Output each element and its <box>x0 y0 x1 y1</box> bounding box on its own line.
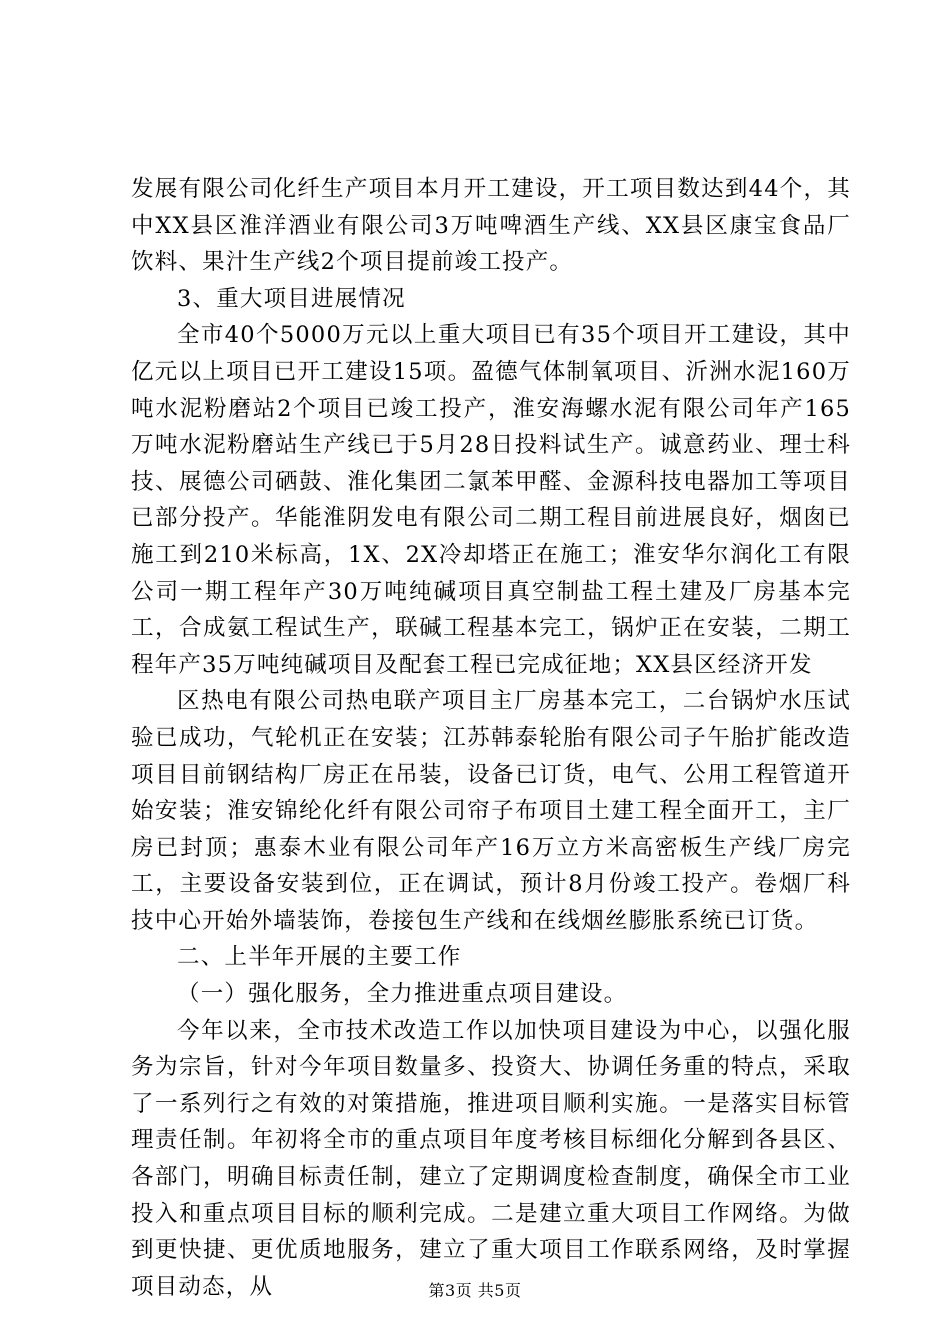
subsection-heading-1: （一）强化服务，全力推进重点项目建设。 <box>177 981 628 1008</box>
document-body <box>131 171 851 1305</box>
paragraph-thermal-power: 区热电有限公司热电联产项目主厂房基本完工，二台锅炉水压试验已成功，气轮机正在安装；江苏韩泰轮胎有限公司子午胎扩能改造项目目前钢结构厂房正在吊装，设备已订货，电气、公用工程管道开始安装；淮安锦纶化纤有限公司帘子布项目土建工程全面开工，主厂房已封顶；惠泰木业有限公司年产16万立方米高密板生产线厂房完工，主要设备安装到位，正在调试，预计8月份竣工投产。卷烟厂科技中心开始外墙装饰，卷接包生产线和在线烟丝膨胀系统已订货。 <box>131 688 851 934</box>
section-heading-main-work: 二、上半年开展的主要工作 <box>177 944 462 971</box>
paragraph-1: 发展有限公司化纤生产项目本月开工建设，开工项目数达到44个，其中XX县区淮洋酒业有限公司3万吨啤酒生产线、XX县区康宝食品厂饮料、果汁生产线2个项目提前竣工投产。 <box>131 176 851 276</box>
paragraph-major-projects: 全市40个5000万元以上重大项目已有35个项目开工建设，其中亿元以上项目已开工建设15项。盈德气体制氧项目、沂洲水泥160万吨水泥粉磨站2个项目已竣工投产，淮安海螺水泥有限公司年产165万吨水泥粉磨站生产线已于5月28日投料试生产。诚意药业、理士科技、展德公司硒鼓、淮化集团二氯苯甲醛、金源科技电器加工等项目已部分投产。华能淮阴发电有限公司二期工程目前进展良好，烟囱已施工到210米标高，1X、2X冷却塔正在施工；淮安华尔润化工有限公司一期工程年产30万吨纯碱项目真空制盐工程土建及厂房基本完工，合成氨工程试生产，联碱工程基本完工，锅炉正在安装，二期工程年产35万吨纯碱项目及配套工程已完成征地；XX县区经济开发 <box>131 322 851 678</box>
section-heading-3: 3、重大项目进展情况 <box>177 285 406 312</box>
page-footer: 第3页 共5页 <box>428 1281 522 1300</box>
paragraph-service: 今年以来，全市技术改造工作以加快项目建设为中心，以强化服务为宗旨，针对今年项目数量多、投资大、协调任务重的特点，采取了一系列行之有效的对策措施，推进项目顺利实施。一是落实目标管理责任制。年初将全市的重点项目年度考核目标细化分解到各县区、各部门，明确目标责任制，建立了定期调度检查制度，确保全市工业投入和重点项目目标的顺利完成。二是建立重大项目工作网络。为做到更快捷、更优质地服务，建立了重大项目工作联系网络，及时掌握项目动态，从 <box>131 1017 851 1300</box>
